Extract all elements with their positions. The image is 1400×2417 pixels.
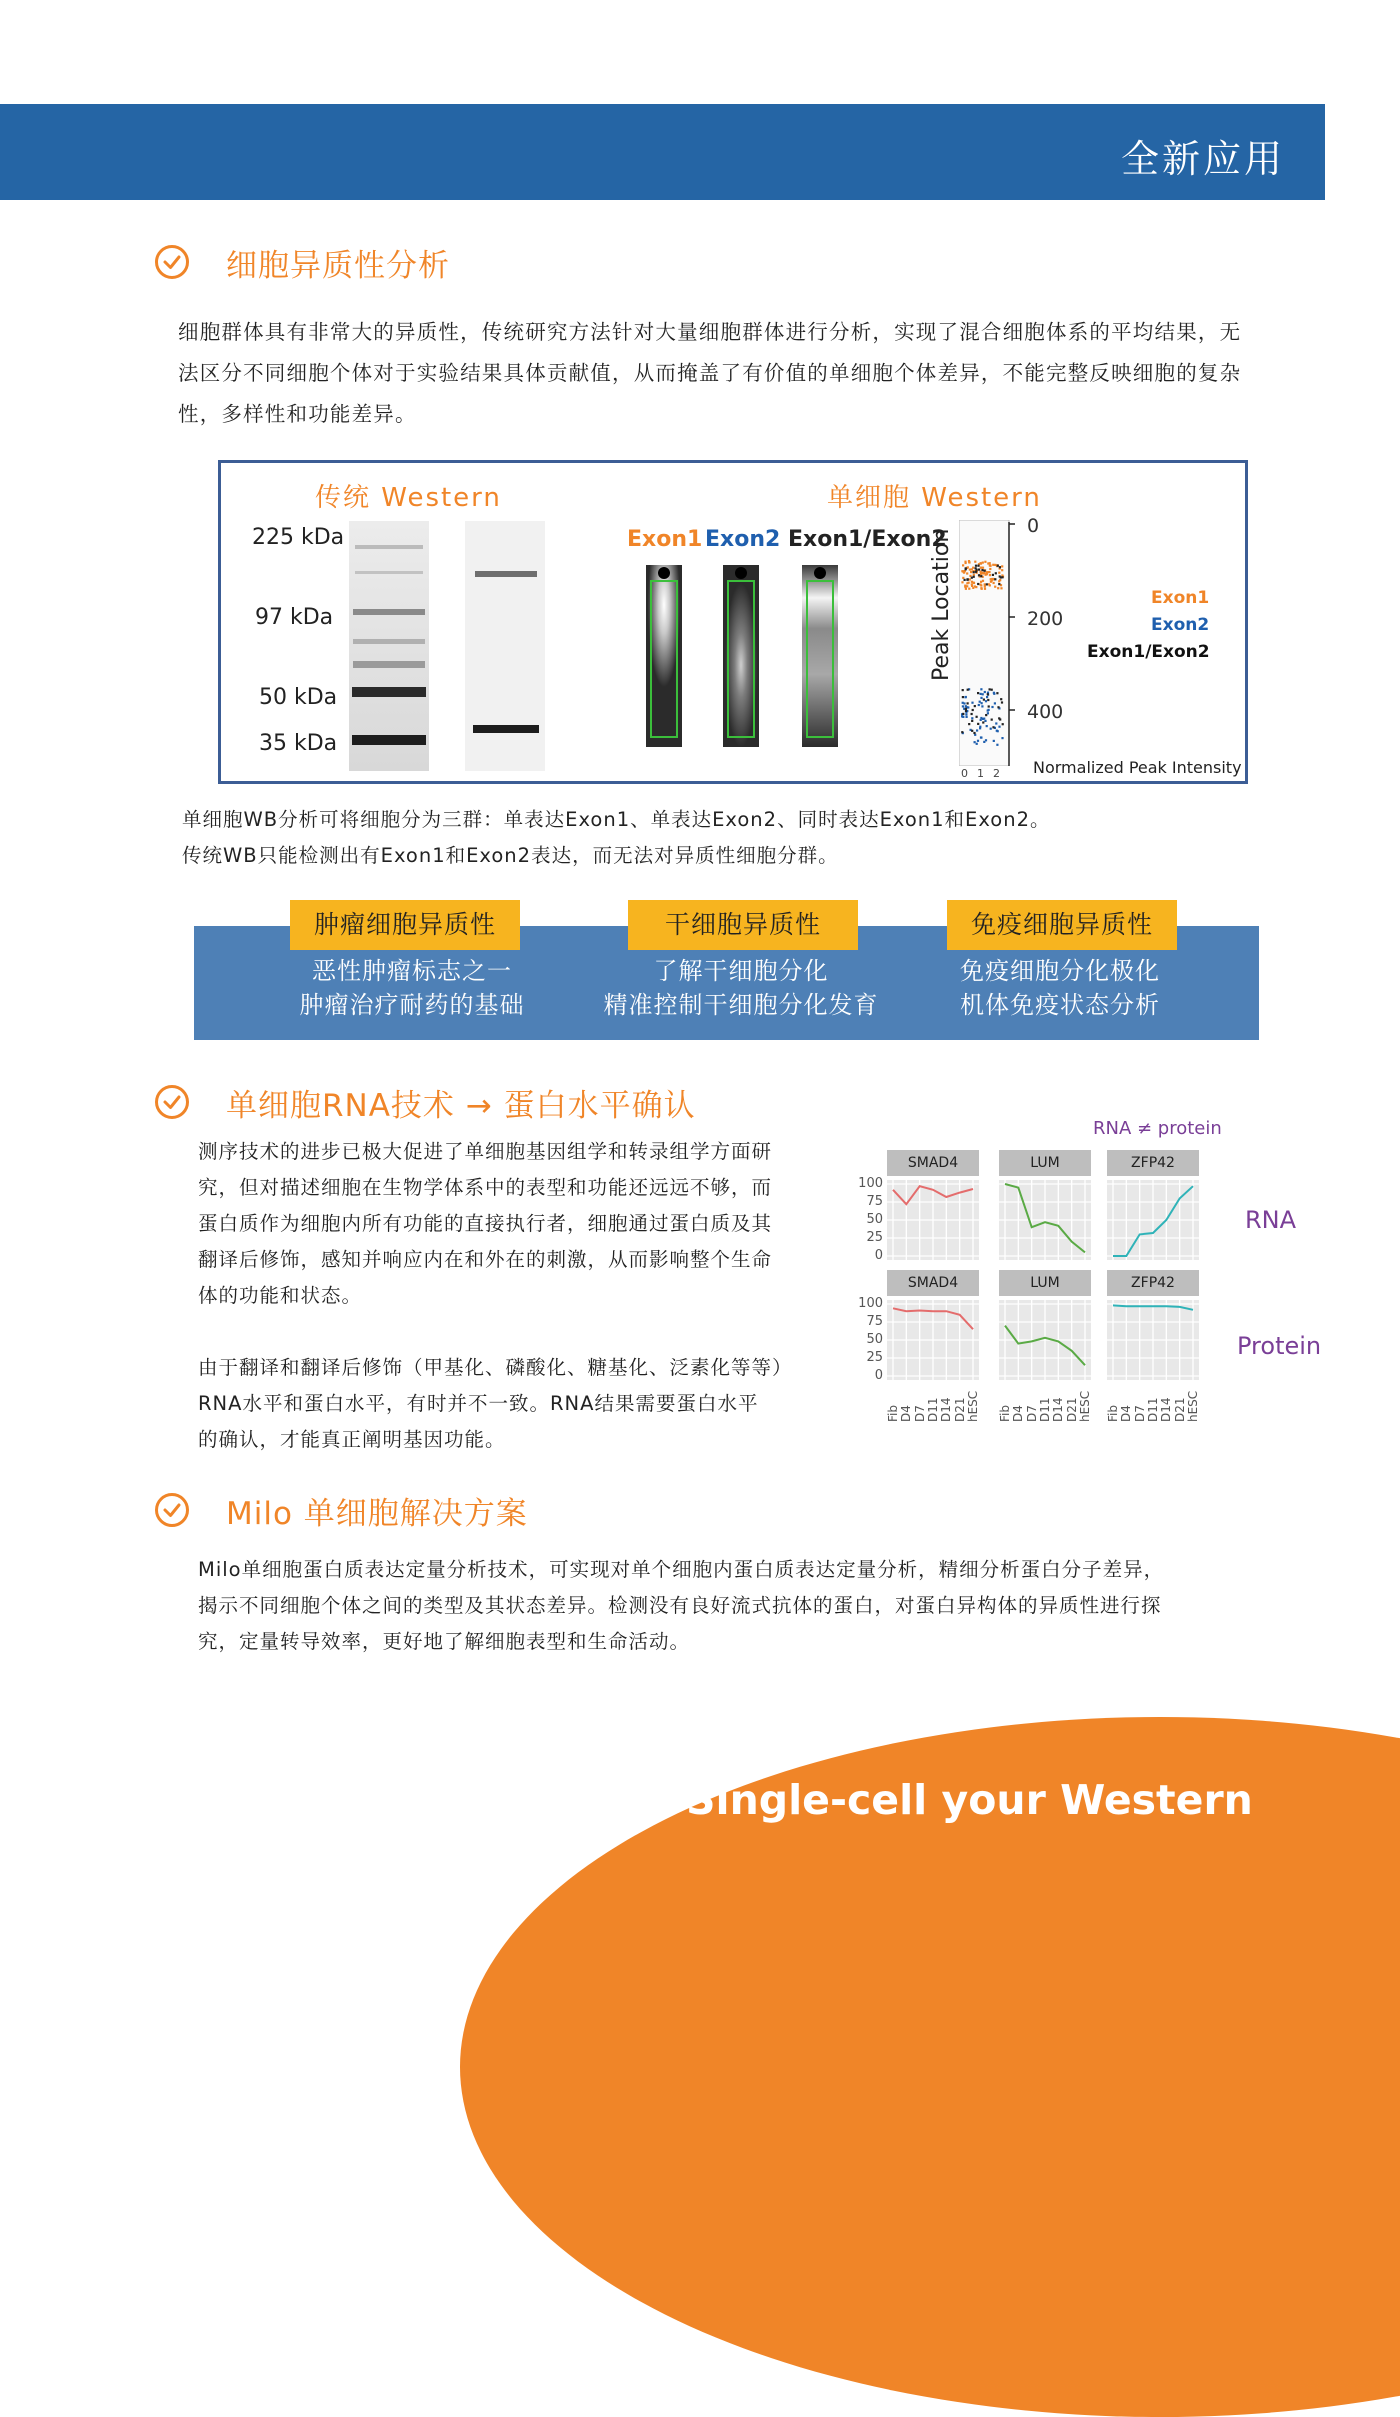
gel-lane-1 xyxy=(349,521,429,771)
scatter-point xyxy=(976,743,978,745)
scatter-point xyxy=(964,579,966,581)
panel-title: ZFP42 xyxy=(1107,1270,1199,1296)
scatter-point xyxy=(991,689,993,691)
scatter-point xyxy=(986,571,988,573)
scatter-point xyxy=(978,569,980,571)
scatter-point xyxy=(967,702,969,704)
chart-title: RNA ≠ protein xyxy=(1093,1118,1222,1139)
scatter-point xyxy=(977,565,979,567)
capillary-exon1-exon2 xyxy=(802,565,838,747)
scatter-point xyxy=(980,575,982,577)
exon1-exon2-label: Exon1/Exon2 xyxy=(788,527,947,552)
paragraph-line: 蛋白质作为细胞内所有功能的直接执行者，细胞通过蛋白质及其 xyxy=(198,1212,773,1235)
x-tick-label: D14 xyxy=(1051,1397,1066,1422)
section-title: Milo 单细胞解决方案 xyxy=(226,1496,528,1532)
stem-cell-heterogeneity-desc xyxy=(576,954,906,1022)
scatter-point xyxy=(988,571,990,573)
legend-exon2: Exon2 xyxy=(1151,615,1210,635)
capillary-exon1 xyxy=(646,565,682,747)
x-tick-label: hESC xyxy=(1078,1390,1092,1422)
check-circle-icon xyxy=(154,244,190,280)
paragraph-line: 的确认，才能真正阐明基因功能。 xyxy=(198,1428,506,1451)
scatter-point xyxy=(965,562,967,564)
scatter-point xyxy=(961,581,963,583)
scatter-point xyxy=(987,562,989,564)
scatter-point xyxy=(971,702,973,704)
paragraph-line: Milo单细胞蛋白质表达定量分析技术，可实现对单个细胞内蛋白质表达定量分析，精细分析蛋白分子差异， xyxy=(198,1558,1165,1581)
desc-line: 精准控制干细胞分化发育 xyxy=(603,991,879,1019)
x-tick-label: D21 xyxy=(1064,1397,1079,1422)
y-tick-label: 0 xyxy=(874,1368,883,1383)
scatter-point xyxy=(977,583,979,585)
stem-cell-heterogeneity-badge: 干细胞异质性 xyxy=(628,900,858,950)
scatter-point xyxy=(1001,737,1003,739)
y-tick-label: 100 xyxy=(858,1176,883,1191)
scatter-point xyxy=(986,725,988,727)
row-label-protein: Protein xyxy=(1237,1332,1322,1360)
scatter-point xyxy=(967,566,969,568)
kda-marker: 35 kDa xyxy=(259,731,338,756)
scatter-point xyxy=(980,697,982,699)
paragraph-line: 究，定量转导效率，更好地了解细胞表型和生命活动。 xyxy=(198,1630,691,1653)
scatter-point xyxy=(974,705,976,707)
scatter-point xyxy=(1001,576,1003,578)
scatter-point xyxy=(966,585,968,587)
scatter-point xyxy=(973,571,975,573)
x-tick-label: Fib xyxy=(886,1405,900,1422)
line-panel xyxy=(999,1300,1091,1380)
scatter-point xyxy=(982,572,984,574)
scatter-point xyxy=(970,571,972,573)
scatter-point xyxy=(962,577,964,579)
y-tick-label: 75 xyxy=(866,1194,883,1209)
scatter-point xyxy=(971,730,973,732)
line-panel xyxy=(1107,1300,1199,1380)
scatter-point xyxy=(993,693,995,695)
scatter-point xyxy=(976,716,978,718)
scatter-point xyxy=(982,721,984,723)
x-tick-label: D11 xyxy=(1146,1397,1160,1422)
scatter-point xyxy=(980,562,982,564)
scatter-point xyxy=(974,585,976,587)
scatter-point xyxy=(966,582,968,584)
scatter-point xyxy=(979,701,981,703)
legend-exon1-exon2: Exon1/Exon2 xyxy=(1087,642,1210,662)
scatter-point xyxy=(981,588,983,590)
scatter-point xyxy=(990,728,992,730)
scatter-point xyxy=(968,560,970,562)
scatter-point xyxy=(981,705,983,707)
scatter-point xyxy=(992,564,994,566)
desc-line: 了解干细胞分化 xyxy=(653,957,829,985)
scatter-point xyxy=(998,580,1000,582)
peak-x-tick: 2 xyxy=(993,767,1000,780)
section-title: 细胞异质性分析 xyxy=(226,248,450,284)
panel-title: SMAD4 xyxy=(887,1150,979,1176)
scatter-point xyxy=(972,709,974,711)
x-tick-label: hESC xyxy=(966,1390,980,1422)
scatter-point xyxy=(977,692,979,694)
exon2-label: Exon2 xyxy=(705,527,781,552)
x-tick-label: D7 xyxy=(912,1405,927,1422)
scatter-point xyxy=(961,731,963,733)
exon1-label: Exon1 xyxy=(627,527,703,552)
scatter-point xyxy=(974,741,976,743)
gel-lane-2 xyxy=(465,521,545,771)
scatter-point xyxy=(986,583,988,585)
scatter-point xyxy=(988,583,990,585)
figure-caption xyxy=(182,802,1051,874)
scatter-point xyxy=(994,578,996,580)
rna-paragraph-2 xyxy=(198,1350,793,1458)
scatter-point xyxy=(962,716,964,718)
caption-line: 单细胞WB分析可将细胞分为三群：单表达Exon1、单表达Exon2、同时表达Exon1和Exon2。 xyxy=(182,808,1051,831)
scatter-point xyxy=(964,696,966,698)
scatter-point xyxy=(999,566,1001,568)
scatter-point xyxy=(963,571,965,573)
y-tick-label: 0 xyxy=(874,1248,883,1263)
panel-title: SMAD4 xyxy=(887,1270,979,1296)
section-title: 单细胞RNA技术 → 蛋白水平确认 xyxy=(226,1088,696,1124)
scatter-point xyxy=(980,581,982,583)
scatter-point xyxy=(966,572,968,574)
scatter-point xyxy=(985,700,987,702)
scatter-point xyxy=(976,729,978,731)
scatter-point xyxy=(967,578,969,580)
scatter-point xyxy=(967,689,969,691)
line-panel xyxy=(887,1300,979,1380)
peak-location-axis-label: Peak Location xyxy=(929,528,954,681)
scatter-point xyxy=(980,737,982,739)
scatter-point xyxy=(978,704,980,706)
scatter-point xyxy=(995,722,997,724)
kda-marker: 225 kDa xyxy=(252,525,345,550)
legend-exon1: Exon1 xyxy=(1151,588,1210,608)
scatter-point xyxy=(965,713,967,715)
immune-cell-heterogeneity-badge: 免疫细胞异质性 xyxy=(947,900,1177,950)
scatter-point xyxy=(1001,565,1003,567)
scatter-point xyxy=(1000,698,1002,700)
paragraph-line: 翻译后修饰，感知并响应内在和外在的刺激，从而影响整个生命 xyxy=(198,1248,773,1271)
scatter-point xyxy=(964,585,966,587)
peak-location-scatter xyxy=(959,520,1015,766)
scatter-point xyxy=(1000,587,1002,589)
scatter-point xyxy=(997,565,999,567)
line-panel xyxy=(887,1180,979,1260)
y-tick-label: 25 xyxy=(866,1350,883,1365)
panel-title: LUM xyxy=(999,1150,1091,1176)
desc-line: 恶性肿瘤标志之一 xyxy=(312,957,512,985)
x-tick-label: D4 xyxy=(899,1405,914,1422)
scatter-point xyxy=(988,705,990,707)
y-tick-label: 50 xyxy=(866,1332,883,1347)
scatter-point xyxy=(973,576,975,578)
paragraph-line: 由于翻译和翻译后修饰（甲基化、磷酸化、糖基化、泛素化等等） xyxy=(198,1356,793,1379)
scatter-point xyxy=(969,578,971,580)
scatter-point xyxy=(971,577,973,579)
scatter-point xyxy=(1001,569,1003,571)
x-tick-label: D11 xyxy=(926,1397,940,1422)
scatter-point xyxy=(992,574,994,576)
scatter-point xyxy=(965,708,967,710)
peak-y-tick: 0 xyxy=(1027,515,1040,537)
paragraph-line: 究，但对描述细胞在生物学体系中的表型和功能还远远不够，而 xyxy=(198,1176,773,1199)
peak-x-tick: 0 xyxy=(961,767,968,780)
peak-y-tick: 400 xyxy=(1027,701,1064,723)
scatter-point xyxy=(980,688,982,690)
scatter-point xyxy=(989,568,991,570)
scatter-point xyxy=(981,569,983,571)
peak-x-tick: 1 xyxy=(977,767,984,780)
scatter-point xyxy=(973,574,975,576)
scatter-point xyxy=(997,730,999,732)
scatter-point xyxy=(982,562,984,564)
footer-slogan: Single-cell your Western xyxy=(686,1776,1253,1824)
paragraph-line: 性，多样性和功能差异。 xyxy=(178,402,417,426)
scatter-point xyxy=(984,588,986,590)
scatter-point xyxy=(998,583,1000,585)
paragraph-line: 揭示不同细胞个体之间的类型及其状态差异。检测没有良好流式抗体的蛋白，对蛋白异构体的异质性进行探 xyxy=(198,1594,1162,1617)
scatter-point xyxy=(984,561,986,563)
y-tick-label: 25 xyxy=(866,1230,883,1245)
scatter-point xyxy=(980,717,982,719)
scatter-point xyxy=(973,732,975,734)
paragraph-line: 测序技术的进步已极大促进了单细胞基因组学和转录组学方面研 xyxy=(198,1140,773,1163)
x-tick-label: D4 xyxy=(1011,1405,1026,1422)
scatter-point xyxy=(1002,723,1004,725)
scatter-point xyxy=(989,688,991,690)
scatter-point xyxy=(977,723,979,725)
scatter-point xyxy=(962,689,964,691)
scatter-point xyxy=(965,710,967,712)
scatter-point xyxy=(965,568,967,570)
tumor-heterogeneity-desc xyxy=(262,954,562,1022)
scatter-point xyxy=(962,696,964,698)
scatter-point xyxy=(993,582,995,584)
scatter-point xyxy=(992,726,994,728)
scatter-point xyxy=(978,574,980,576)
scatter-point xyxy=(997,587,999,589)
scatter-point xyxy=(981,567,983,569)
scatter-point xyxy=(980,693,982,695)
desc-line: 机体免疫状态分析 xyxy=(960,991,1160,1019)
panel-title: ZFP42 xyxy=(1107,1150,1199,1176)
scatter-point xyxy=(998,726,1000,728)
scatter-point xyxy=(997,706,999,708)
kda-marker: 50 kDa xyxy=(259,685,338,710)
paragraph-line: 体的功能和状态。 xyxy=(198,1284,363,1307)
scatter-point xyxy=(994,702,996,704)
scatter-point xyxy=(979,727,981,729)
kda-marker: 97 kDa xyxy=(255,605,334,630)
scatter-point xyxy=(991,578,993,580)
scatter-point xyxy=(975,565,977,567)
x-tick-label: D11 xyxy=(1038,1397,1052,1422)
single-cell-western-label: 单细胞 Western xyxy=(827,483,1042,513)
scatter-point xyxy=(986,573,988,575)
scatter-point xyxy=(982,580,984,582)
scatter-point xyxy=(971,581,973,583)
x-tick-label: Fib xyxy=(998,1405,1012,1422)
scatter-point xyxy=(962,713,964,715)
scatter-point xyxy=(996,744,998,746)
scatter-point xyxy=(991,706,993,708)
normalized-peak-intensity-label: Normalized Peak Intensity xyxy=(1033,758,1242,777)
scatter-point xyxy=(984,585,986,587)
scatter-point xyxy=(971,717,973,719)
milo-paragraph xyxy=(198,1552,1164,1660)
scatter-point xyxy=(966,716,968,718)
check-circle-icon xyxy=(154,1492,190,1528)
scatter-point xyxy=(987,699,989,701)
scatter-point xyxy=(989,574,991,576)
scatter-point xyxy=(968,588,970,590)
scatter-point xyxy=(989,565,991,567)
line-panel xyxy=(999,1180,1091,1260)
y-tick-label: 50 xyxy=(866,1212,883,1227)
line-panel xyxy=(1107,1180,1199,1260)
intro-paragraph xyxy=(178,312,1241,435)
scatter-point xyxy=(996,692,998,694)
scatter-point xyxy=(971,583,973,585)
scatter-point xyxy=(981,702,983,704)
scatter-point xyxy=(962,564,964,566)
scatter-point xyxy=(985,714,987,716)
scatter-point xyxy=(971,713,973,715)
x-tick-label: D21 xyxy=(952,1397,967,1422)
paragraph-line: 法区分不同细胞个体对于实验结果具体贡献值，从而掩盖了有价值的单细胞个体差异，不能完整反映细胞的复杂 xyxy=(178,361,1242,385)
scatter-point xyxy=(980,584,982,586)
paragraph-line: 细胞群体具有非常大的异质性，传统研究方法针对大量细胞群体进行分析，实现了混合细胞体系的平均结果，无 xyxy=(178,320,1242,344)
tumor-heterogeneity-badge: 肿瘤细胞异质性 xyxy=(290,900,520,950)
x-tick-label: D21 xyxy=(1172,1397,1187,1422)
x-tick-label: Fib xyxy=(1106,1405,1120,1422)
x-tick-label: hESC xyxy=(1186,1390,1200,1422)
scatter-point xyxy=(975,567,977,569)
paragraph-line: RNA水平和蛋白水平，有时并不一致。RNA结果需要蛋白水平 xyxy=(198,1392,759,1415)
scatter-point xyxy=(962,705,964,707)
scatter-point xyxy=(984,720,986,722)
scatter-point xyxy=(998,717,1000,719)
scatter-point xyxy=(971,720,973,722)
scatter-point xyxy=(1001,701,1003,703)
desc-line: 免疫细胞分化极化 xyxy=(960,957,1160,985)
traditional-western-label: 传统 Western xyxy=(315,483,502,513)
header-band xyxy=(0,104,1325,200)
scatter-point xyxy=(983,741,985,743)
scatter-point xyxy=(983,699,985,701)
scatter-point xyxy=(988,709,990,711)
scatter-point xyxy=(968,723,970,725)
row-label-rna: RNA xyxy=(1245,1206,1297,1234)
x-tick-label: D14 xyxy=(1159,1397,1174,1422)
rna-vs-protein-chart xyxy=(855,1118,1355,1448)
scatter-point xyxy=(980,571,982,573)
scatter-point xyxy=(987,693,989,695)
peak-y-tick: 200 xyxy=(1027,608,1064,630)
y-tick-label: 100 xyxy=(858,1296,883,1311)
scatter-point xyxy=(984,691,986,693)
caption-line: 传统WB只能检测出有Exon1和Exon2表达，而无法对异质性细胞分群。 xyxy=(182,844,839,867)
scatter-point xyxy=(986,696,988,698)
capillary-exon2 xyxy=(723,565,759,747)
y-tick-label: 75 xyxy=(866,1314,883,1329)
rna-paragraph-1 xyxy=(198,1134,772,1314)
scatter-point xyxy=(994,586,996,588)
x-tick-label: D4 xyxy=(1119,1405,1134,1422)
panel-title: LUM xyxy=(999,1270,1091,1296)
scatter-point xyxy=(975,571,977,573)
immune-cell-heterogeneity-desc xyxy=(910,954,1210,1022)
scatter-point xyxy=(993,740,995,742)
scatter-point xyxy=(984,583,986,585)
scatter-point xyxy=(991,719,993,721)
scatter-point xyxy=(963,702,965,704)
x-tick-label: D7 xyxy=(1132,1405,1147,1422)
header-title: 全新应用 xyxy=(1120,137,1285,181)
scatter-point xyxy=(982,693,984,695)
scatter-point xyxy=(984,570,986,572)
scatter-point xyxy=(998,572,1000,574)
scatter-point xyxy=(980,719,982,721)
western-comparison-figure xyxy=(218,460,1248,784)
scatter-point xyxy=(974,561,976,563)
scatter-point xyxy=(995,572,997,574)
scatter-point xyxy=(977,740,979,742)
scatter-point xyxy=(969,569,971,571)
check-circle-icon xyxy=(154,1084,190,1120)
desc-line: 肿瘤治疗耐药的基础 xyxy=(299,991,525,1019)
scatter-point xyxy=(965,588,967,590)
x-tick-label: D14 xyxy=(939,1397,954,1422)
x-tick-label: D7 xyxy=(1024,1405,1039,1422)
